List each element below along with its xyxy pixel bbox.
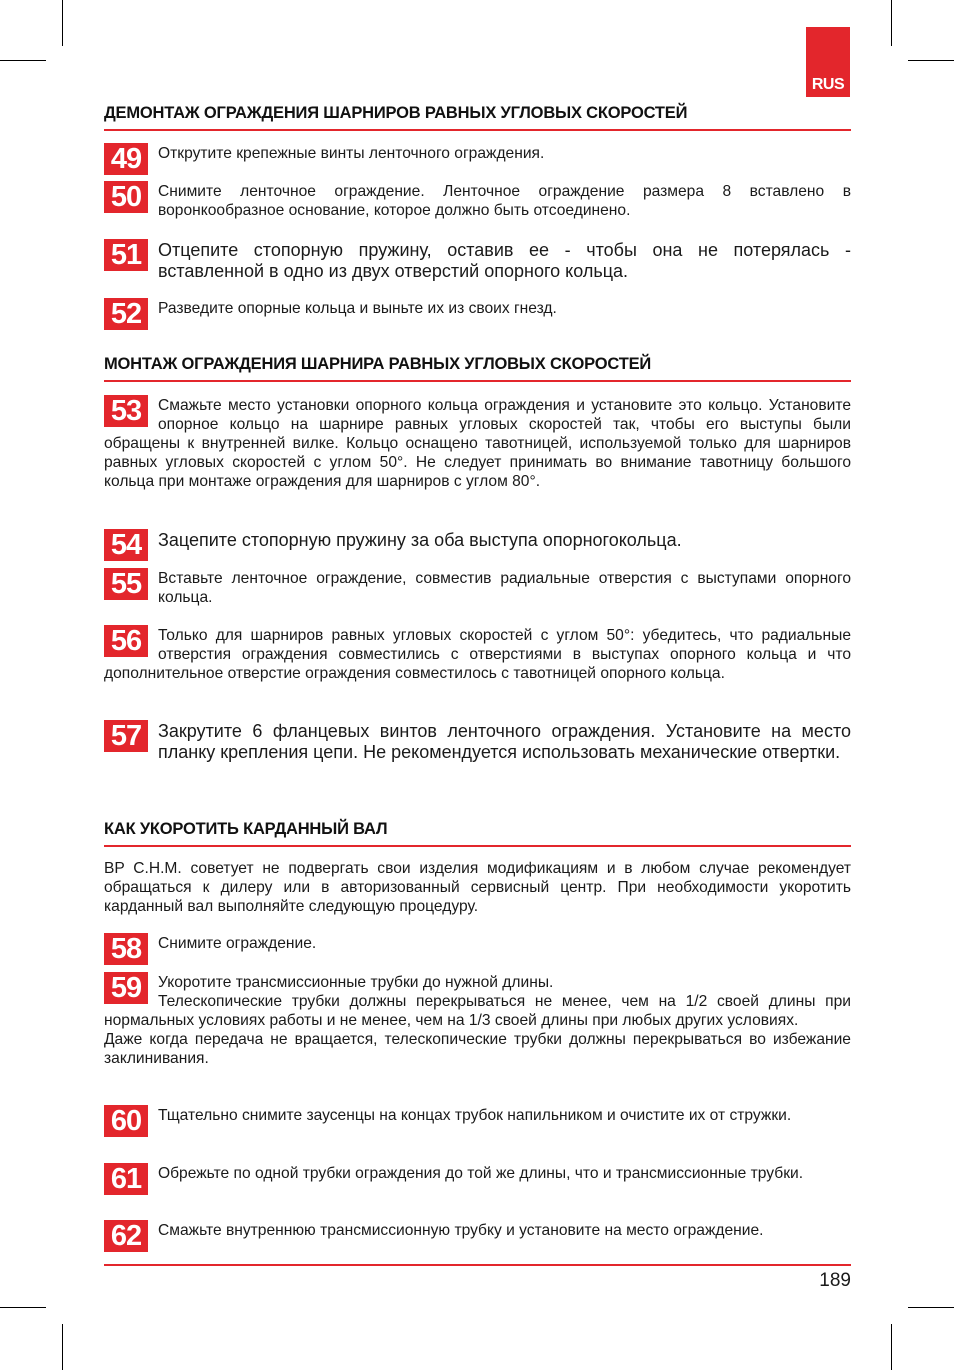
step-text: Снимите ограждение. xyxy=(158,935,317,952)
step-59 xyxy=(104,973,851,1068)
step-55 xyxy=(104,569,851,607)
step-54 xyxy=(104,530,851,561)
step-53 xyxy=(104,396,851,491)
crop-mark xyxy=(62,1324,63,1370)
crop-mark xyxy=(891,1324,892,1370)
step-text: Зацепите стопорную пружину за оба выступа опорногокольца. xyxy=(158,530,682,550)
step-number: 58 xyxy=(104,933,148,965)
step-62 xyxy=(104,1221,851,1252)
crop-mark xyxy=(908,1307,954,1308)
step-number: 59 xyxy=(104,972,148,1004)
step-number: 53 xyxy=(104,395,148,427)
step-text-line: Телескопические трубки должны перекрываться не менее, чем на 1/2 своей длины при нормальных условиях работы и не менее, чем на 1/3 своей длины при любых других условиях. xyxy=(104,993,851,1029)
page-number: 189 xyxy=(819,1270,851,1291)
step-text: Смажьте место установки опорного кольца ограждения и установите это кольцо. Установите опорное кольцо на шарнире равных угловых скоростей так, чтобы его выступы были обращены к внутренней вилке. Кольцо оснащено тавотницей, используемой только для шарниров равных угловых скоростей с углом 50°. Не следует принимать во внимание тавотницу большого кольца при монтаже ограждения для шарниров с углом 80°. xyxy=(104,397,851,490)
step-58 xyxy=(104,934,851,965)
footer-rule xyxy=(104,1264,851,1266)
step-number: 55 xyxy=(104,568,148,600)
step-text: Отцепите стопорную пружину, оставив ее - чтобы она не потерялась - вставленной в одно из двух отверстий опорного кольца. xyxy=(158,240,851,281)
crop-mark xyxy=(0,60,46,61)
step-60 xyxy=(104,1106,851,1137)
crop-mark xyxy=(0,1307,46,1308)
step-text: Закрутите 6 фланцевых винтов ленточного ограждения. Установите на место планку крепления цепи. Не рекомендуется использовать механические отвертки. xyxy=(158,721,851,762)
step-49 xyxy=(104,144,851,175)
crop-mark xyxy=(908,60,954,61)
step-57 xyxy=(104,721,851,763)
step-56 xyxy=(104,626,851,683)
step-number: 49 xyxy=(104,143,148,175)
step-number: 56 xyxy=(104,625,148,657)
section-heading-dismount: ДЕМОНТАЖ ОГРАЖДЕНИЯ ШАРНИРОВ РАВНЫХ УГЛОВЫХ СКОРОСТЕЙ xyxy=(104,104,851,131)
step-text: Открутите крепежные винты ленточного ограждения. xyxy=(158,145,545,162)
step-text-line: Даже когда передача не вращается, телескопические трубки должны перекрываться во избежание заклинивания. xyxy=(104,1031,851,1067)
crop-mark xyxy=(891,0,892,46)
step-text-line: Укоротите трансмиссионные трубки до нужной длины. xyxy=(158,974,554,991)
step-52 xyxy=(104,299,851,330)
step-number: 52 xyxy=(104,298,148,330)
step-text: Смажьте внутреннюю трансмиссионную трубку и установите на место ограждение. xyxy=(158,1222,764,1239)
step-number: 51 xyxy=(104,239,148,271)
step-text: Только для шарниров равных угловых скоростей с углом 50°: убедитесь, что радиальные отверстия ограждения совместились с отверстиями в выступах опорного кольца и что дополнительное отверстие ограждения совместилось с тавотницей опорного кольца. xyxy=(104,627,851,682)
step-number: 60 xyxy=(104,1105,148,1137)
step-number: 62 xyxy=(104,1220,148,1252)
step-51 xyxy=(104,240,851,282)
step-number: 50 xyxy=(104,181,148,213)
step-text: Разведите опорные кольца и выньте их из своих гнезд. xyxy=(158,300,557,317)
step-text: Обрежьте по одной трубки ограждения до той же длины, что и трансмиссионные трубки. xyxy=(158,1165,804,1182)
crop-mark xyxy=(62,0,63,46)
intro-paragraph: BP C.H.M. советует не подвергать свои изделия модификациям и в любом случае рекомендует обращаться к дилеру или в авторизованный сервисный центр. При необходимости укоротить карданный вал выполняйте следующую процедуру. xyxy=(104,860,851,915)
step-61 xyxy=(104,1164,851,1195)
step-number: 54 xyxy=(104,529,148,561)
section-heading-mount: МОНТАЖ ОГРАЖДЕНИЯ ШАРНИРА РАВНЫХ УГЛОВЫХ СКОРОСТЕЙ xyxy=(104,355,851,382)
section-heading-shorten: КАК УКОРОТИТЬ КАРДАННЫЙ ВАЛ xyxy=(104,820,851,847)
step-text: Тщательно снимите заусенцы на концах трубок напильником и очистите их от стружки. xyxy=(158,1107,792,1124)
step-text: Снимите ленточное ограждение. Ленточное ограждение размера 8 вставлено в воронкообразное основание, которое должно быть отсоединено. xyxy=(158,183,851,219)
step-50 xyxy=(104,182,851,220)
step-number: 61 xyxy=(104,1163,148,1195)
step-number: 57 xyxy=(104,720,148,752)
step-text: Вставьте ленточное ограждение, совместив радиальные отверстия с выступами опорного кольца. xyxy=(158,570,851,606)
language-tab: RUS xyxy=(806,27,850,97)
